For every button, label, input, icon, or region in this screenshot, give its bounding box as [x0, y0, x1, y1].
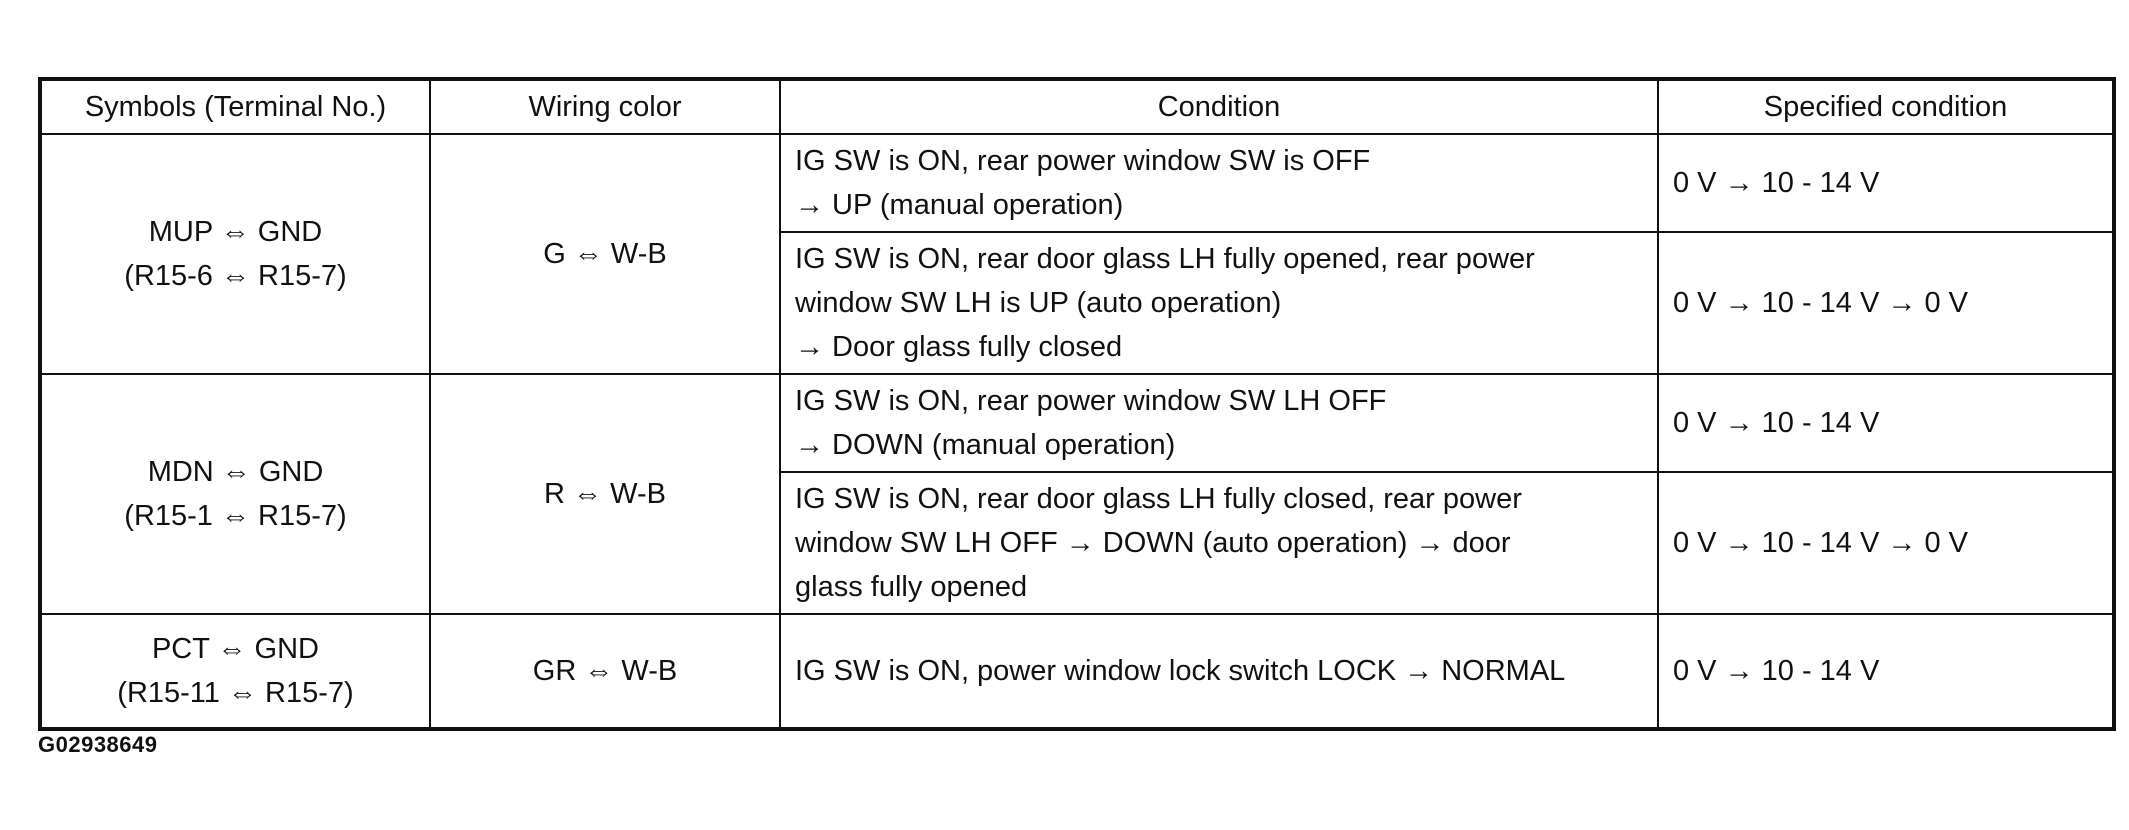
- symbol-name: MUP ⇔ GND: [148, 216, 323, 248]
- symbol-name: MDN ⇔ GND: [147, 456, 324, 488]
- condition-line: IG SW is ON, rear power window SW is OFF: [795, 145, 1371, 177]
- header-wiring-color: Wiring color: [430, 79, 780, 134]
- condition-line: window SW LH is UP (auto operation): [795, 287, 1282, 319]
- wiring-color-cell: GR ⇔ W-B: [430, 614, 780, 729]
- condition-line: → DOWN (manual operation): [795, 429, 1176, 461]
- table-row: [40, 374, 2114, 472]
- table-row: [40, 614, 2114, 729]
- symbol-cell-mdn: [40, 374, 430, 614]
- condition-cell: [780, 472, 1658, 614]
- header-symbols: Symbols (Terminal No.): [40, 79, 430, 134]
- table-header-row: [40, 79, 2114, 134]
- terminal-numbers: (R15-6 ⇔ R15-7): [124, 260, 347, 292]
- condition-line: IG SW is ON, rear power window SW LH OFF: [795, 385, 1387, 417]
- wiring-color-cell: G ⇔ W-B: [430, 134, 780, 374]
- condition-cell: [780, 232, 1658, 374]
- terminal-spec-table: [38, 77, 2116, 731]
- wiring-color-cell: R ⇔ W-B: [430, 374, 780, 614]
- table-row: [40, 134, 2114, 232]
- header-condition: Condition: [780, 79, 1658, 134]
- figure-id-label: G02938649: [38, 732, 158, 757]
- specified-condition-cell: 0 V → 10 - 14 V: [1658, 614, 2114, 729]
- terminal-numbers: (R15-11 ⇔ R15-7): [117, 677, 354, 709]
- condition-line: IG SW is ON, rear door glass LH fully opened, rear power: [795, 243, 1535, 275]
- condition-cell: [780, 614, 1658, 729]
- specified-condition-cell: 0 V → 10 - 14 V: [1658, 134, 2114, 232]
- condition-line: IG SW is ON, rear door glass LH fully closed, rear power: [795, 483, 1522, 515]
- condition-line: IG SW is ON, power window lock switch LOCK → NORMAL: [795, 655, 1566, 687]
- symbol-name: PCT ⇔ GND: [151, 633, 320, 665]
- condition-line: glass fully opened: [795, 571, 1028, 603]
- condition-cell: [780, 134, 1658, 232]
- specified-condition-cell: 0 V → 10 - 14 V: [1658, 374, 2114, 472]
- condition-cell: [780, 374, 1658, 472]
- specified-condition-cell: 0 V → 10 - 14 V → 0 V: [1658, 472, 2114, 614]
- terminal-numbers: (R15-1 ⇔ R15-7): [124, 500, 347, 532]
- condition-line: → Door glass fully closed: [795, 331, 1123, 363]
- symbol-cell-mup: [40, 134, 430, 374]
- symbol-cell-pct: [40, 614, 430, 729]
- condition-line: → UP (manual operation): [795, 189, 1124, 221]
- specified-condition-cell: 0 V → 10 - 14 V → 0 V: [1658, 232, 2114, 374]
- condition-line: window SW LH OFF → DOWN (auto operation) → door: [795, 527, 1511, 559]
- header-specified-condition: Specified condition: [1658, 79, 2114, 134]
